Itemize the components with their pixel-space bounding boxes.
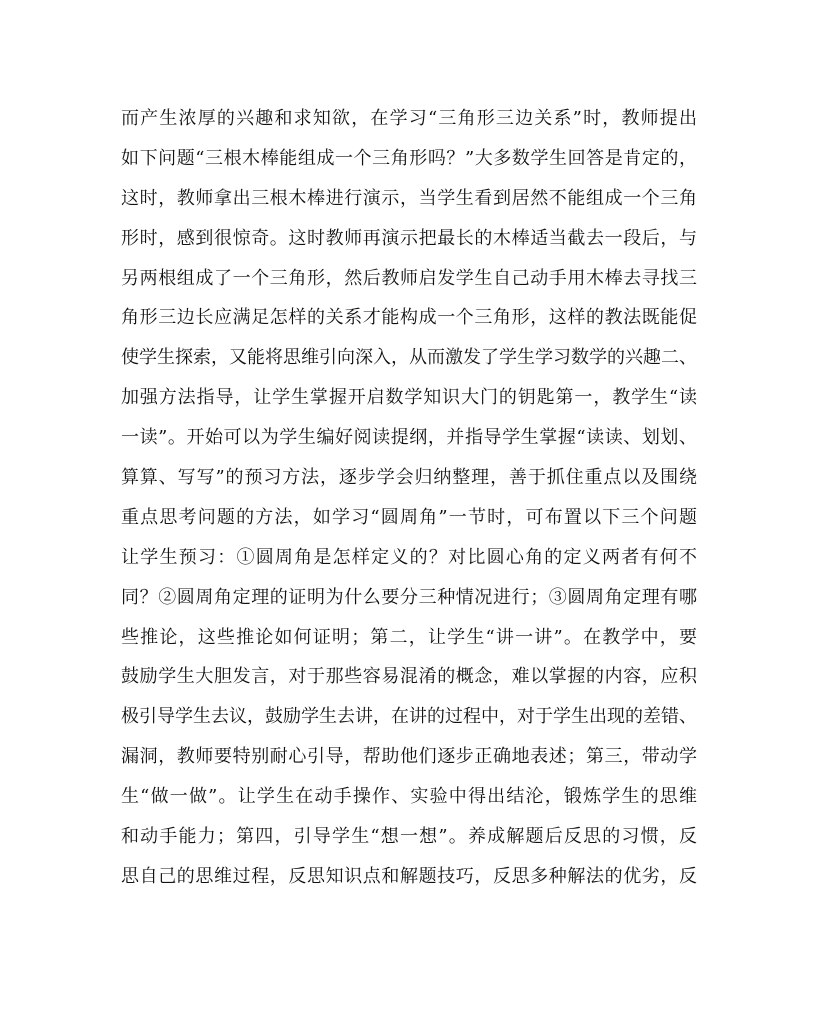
text-line: 一读”。开始可以为学生编好阅读提纲，并指导学生掌握“读读、划划、 — [121, 427, 697, 449]
text-line: 形时，感到很惊奇。这时教师再演示把最长的木棒适当截去一段后，与 — [121, 227, 697, 249]
text-line: 同？②圆周角定理的证明为什么要分三种情况进行；③圆周角定理有哪 — [121, 586, 697, 608]
text-line: 角形三边长应满足怎样的关系才能构成一个三角形，这样的教法既能促 — [121, 307, 697, 329]
text-line: 和动手能力；第四，引导学生“想一想”。养成解题后反思的习惯，反 — [121, 826, 697, 848]
text-line: 这时，教师拿出三根木棒进行演示，当学生看到居然不能组成一个三角 — [121, 187, 697, 209]
text-line: 如下问题“三根木棒能组成一个三角形吗？”大多数学生回答是肯定的， — [121, 147, 697, 169]
text-line: 重点思考问题的方法，如学习“圆周角”一节时，可布置以下三个问题 — [121, 506, 697, 528]
text-line: 漏洞，教师要特别耐心引导，帮助他们逐步正确地表述；第三，带动学 — [121, 746, 697, 768]
text-line: 算算、写写”的预习方法，逐步学会归纳整理，善于抓住重点以及围绕 — [121, 467, 697, 489]
text-line: 鼓励学生大胆发言，对于那些容易混淆的概念，难以掌握的内容，应积 — [121, 666, 697, 688]
text-line: 加强方法指导，让学生掌握开启数学知识大门的钥匙第一，教学生“读 — [121, 387, 697, 409]
text-line: 另两根组成了一个三角形，然后教师启发学生自己动手用木棒去寻找三 — [121, 267, 697, 289]
body-paragraph — [121, 99, 697, 897]
text-line: 些推论，这些推论如何证明；第二，让学生“讲一讲”。在教学中，要 — [121, 626, 697, 648]
text-line: 思自己的思维过程，反思知识点和解题技巧，反思多种解法的优劣，反 — [121, 865, 697, 887]
text-line: 让学生预习：①圆周角是怎样定义的？对比圆心角的定义两者有何不 — [121, 546, 697, 568]
text-line: 而产生浓厚的兴趣和求知欲，在学习“三角形三边关系”时，教师提出 — [121, 108, 697, 129]
text-line: 使学生探索，又能将思维引向深入，从而激发了学生学习数学的兴趣二、 — [121, 347, 697, 369]
text-line: 极引导学生去议，鼓励学生去讲，在讲的过程中，对于学生出现的差错、 — [121, 706, 697, 728]
text-line: 生“做一做”。让学生在动手操作、实验中得出结沦，锻炼学生的思维 — [121, 786, 697, 808]
